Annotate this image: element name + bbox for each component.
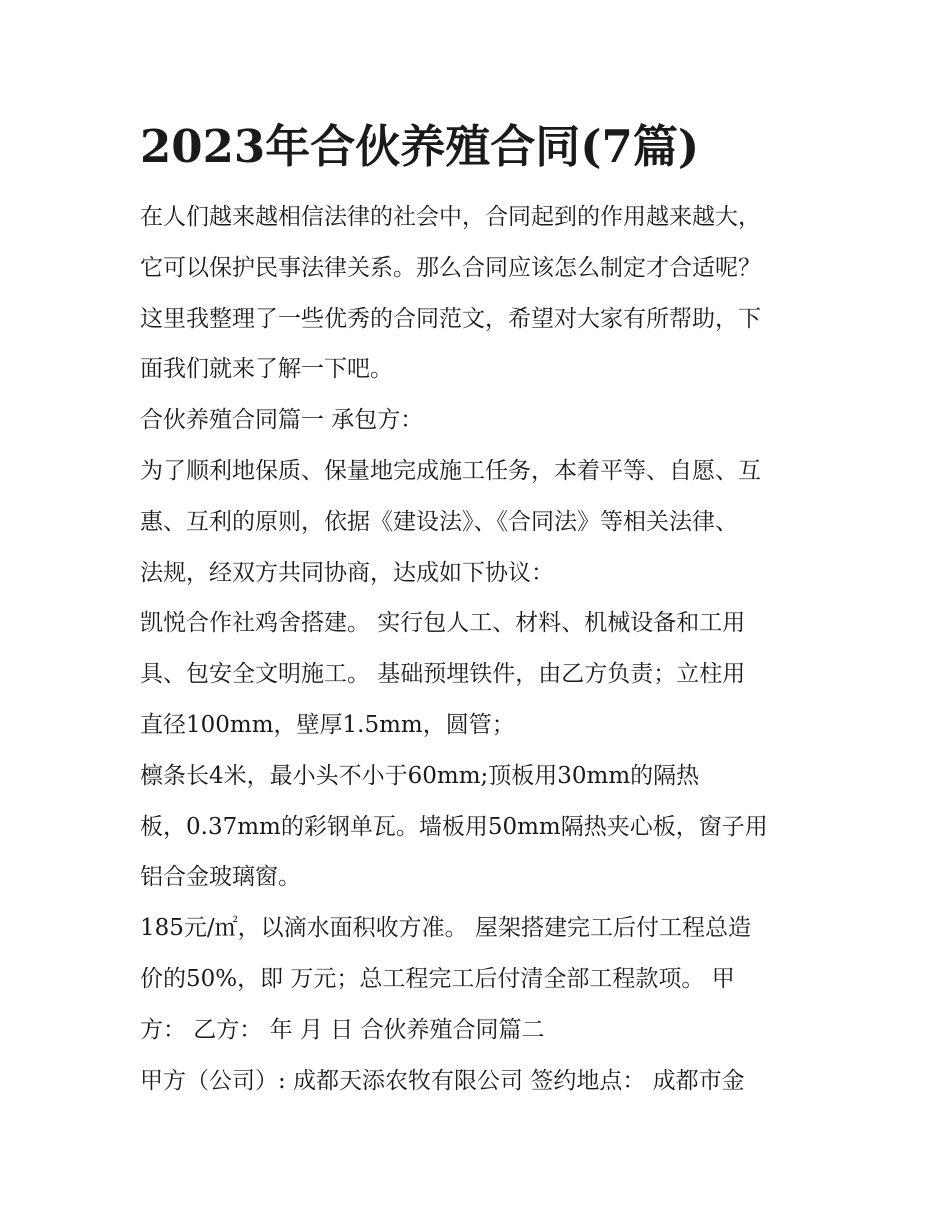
body-line-16: 价的50%，即 万元；总工程完工后付清全部工程款项。 甲 [140,965,735,992]
body-line-14: 铝合金玻璃窗。 [140,864,301,891]
document-title: 2023年合伙养殖合同(7篇) [140,120,700,173]
document-body [140,192,820,1106]
body-line-13: 板，0.37mm的彩钢单瓦。墙板用50mm隔热夹心板，窗子用 [140,813,768,840]
body-line-10: 具、包安全文明施工。 基础预埋铁件，由乙方负责；立柱用 [140,661,746,688]
body-line-7: 惠、互利的原则，依据《建设法》、《合同法》等相关法律、 [140,508,738,535]
body-line-15: 185元/㎡，以滴水面积收方准。 屋架搭建完工后付工程总造 [140,915,751,942]
body-line-17: 方： 乙方： 年 月 日 合伙养殖合同篇二 [140,1016,545,1043]
document-page [140,112,820,1106]
body-line-3: 这里我整理了一些优秀的合同范文，希望对大家有所帮助，下 [140,305,761,332]
body-line-18: 甲方（公司）: 成都天添农牧有限公司 签约地点： 成都市金 [140,1067,745,1094]
body-line-8: 法规，经双方共同协商，达成如下协议： [140,559,554,586]
body-line-2: 它可以保护民事法律关系。那么合同应该怎么制定才合适呢？ [140,254,761,281]
body-line-12: 檩条长4米，最小头不小于60mm;顶板用30mm的隔热 [140,762,700,789]
section-heading-1: 合伙养殖合同篇一 承包方： [140,407,424,434]
body-line-9: 凯悦合作社鸡舍搭建。 实行包人工、材料、机械设备和工用 [140,610,746,637]
body-line-1: 在人们越来越相信法律的社会中，合同起到的作用越来越大， [140,204,761,230]
body-line-6: 为了顺利地保质、保量地完成施工任务，本着平等、自愿、互 [140,457,761,484]
body-line-11: 直径100mm，壁厚1.5mm，圆管； [140,711,515,738]
body-line-4: 面我们就来了解一下吧。 [140,356,393,383]
